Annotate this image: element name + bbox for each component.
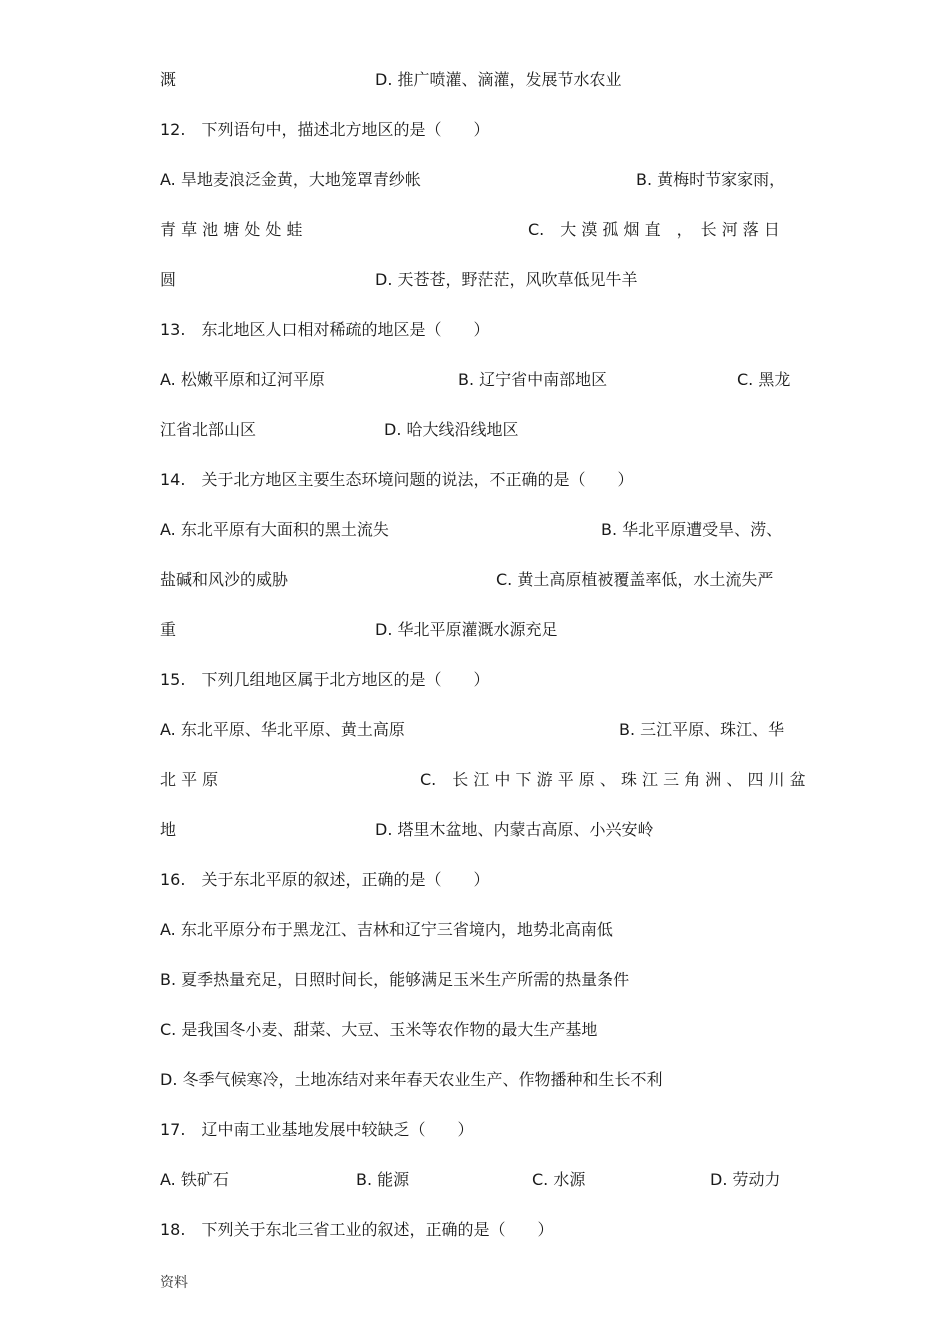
question-stem: 16. 关于东北平原的叙述，正确的是（ ） [160, 870, 490, 889]
option-c: C. 长 江 中 下 游 平 原 、 珠 江 三 角 洲 、 四 川 盆 [420, 770, 806, 789]
text-line [0, 918, 950, 942]
option-b: B. 黄梅时节家家雨， [636, 170, 786, 189]
question-13 [0, 318, 950, 342]
question-stem: 12. 下列语句中，描述北方地区的是（ ） [160, 120, 490, 139]
text-segment: 青 草 池 塘 处 处 蛙 [160, 220, 303, 239]
text-line [0, 268, 950, 292]
text-line [0, 418, 950, 442]
text-line [0, 568, 950, 592]
option-a: A. 松嫩平原和辽河平原 [160, 370, 325, 389]
text-line [0, 518, 950, 542]
option-c: C. 是我国冬小麦、甜菜、大豆、玉米等农作物的最大生产基地 [160, 1020, 598, 1039]
text-line [0, 1068, 950, 1092]
text-line [0, 768, 950, 792]
option-a: A. 东北平原有大面积的黑土流失 [160, 520, 389, 539]
text-line [0, 168, 950, 192]
question-stem: 14. 关于北方地区主要生态环境问题的说法，不正确的是（ ） [160, 470, 634, 489]
text-segment: 重 [160, 620, 177, 639]
text-line [0, 718, 950, 742]
text-line [0, 1168, 950, 1192]
text-segment: 盐碱和风沙的威胁 [160, 570, 289, 589]
text-line [0, 1018, 950, 1042]
question-stem: 18. 下列关于东北三省工业的叙述，正确的是（ ） [160, 1220, 554, 1239]
text-segment: 溉 [160, 70, 177, 89]
text-segment: 地 [160, 820, 177, 839]
question-12 [0, 118, 950, 142]
text-line [0, 68, 950, 92]
option-c: C. 黑龙 [737, 370, 791, 389]
question-17 [0, 1118, 950, 1142]
question-stem: 15. 下列几组地区属于北方地区的是（ ） [160, 670, 490, 689]
option-a: A. 东北平原、华北平原、黄土高原 [160, 720, 405, 739]
option-a: A. 东北平原分布于黑龙江、吉林和辽宁三省境内，地势北高南低 [160, 920, 613, 939]
page-footer: 资料 [160, 1275, 188, 1291]
question-stem: 13. 东北地区人口相对稀疏的地区是（ ） [160, 320, 490, 339]
text-line [0, 368, 950, 392]
option-d: D. 推广喷灌、滴灌，发展节水农业 [375, 70, 622, 89]
text-line [0, 818, 950, 842]
option-d: D. 塔里木盆地、内蒙古高原、小兴安岭 [375, 820, 654, 839]
text-segment: 北 平 原 [160, 770, 219, 789]
option-b: B. 夏季热量充足，日照时间长，能够满足玉米生产所需的热量条件 [160, 970, 630, 989]
option-c: C. 大 漠 孤 烟 直 ， 长 河 落 日 [528, 220, 780, 239]
option-b: B. 华北平原遭受旱、涝、 [601, 520, 783, 539]
question-15 [0, 668, 950, 692]
option-a: A. 铁矿石 [160, 1170, 229, 1189]
option-c: C. 黄土高原植被覆盖率低，水土流失严 [496, 570, 774, 589]
option-b: B. 三江平原、珠江、华 [619, 720, 785, 739]
text-segment: 圆 [160, 270, 177, 289]
text-line [0, 968, 950, 992]
text-segment: 江省北部山区 [160, 420, 257, 439]
text-line [0, 218, 950, 242]
question-stem: 17. 辽中南工业基地发展中较缺乏（ ） [160, 1120, 474, 1139]
question-18 [0, 1218, 950, 1242]
option-b: B. 能源 [356, 1170, 410, 1189]
option-c: C. 水源 [532, 1170, 586, 1189]
option-b: B. 辽宁省中南部地区 [458, 370, 608, 389]
question-14 [0, 468, 950, 492]
option-d: D. 冬季气候寒冷，土地冻结对来年春天农业生产、作物播种和生长不利 [160, 1070, 663, 1089]
option-d: D. 天苍苍，野茫茫，风吹草低见牛羊 [375, 270, 638, 289]
option-a: A. 旱地麦浪泛金黄，大地笼罩青纱帐 [160, 170, 421, 189]
option-d: D. 哈大线沿线地区 [384, 420, 519, 439]
option-d: D. 劳动力 [710, 1170, 781, 1189]
option-d: D. 华北平原灌溉水源充足 [375, 620, 558, 639]
text-line [0, 618, 950, 642]
question-16 [0, 868, 950, 892]
